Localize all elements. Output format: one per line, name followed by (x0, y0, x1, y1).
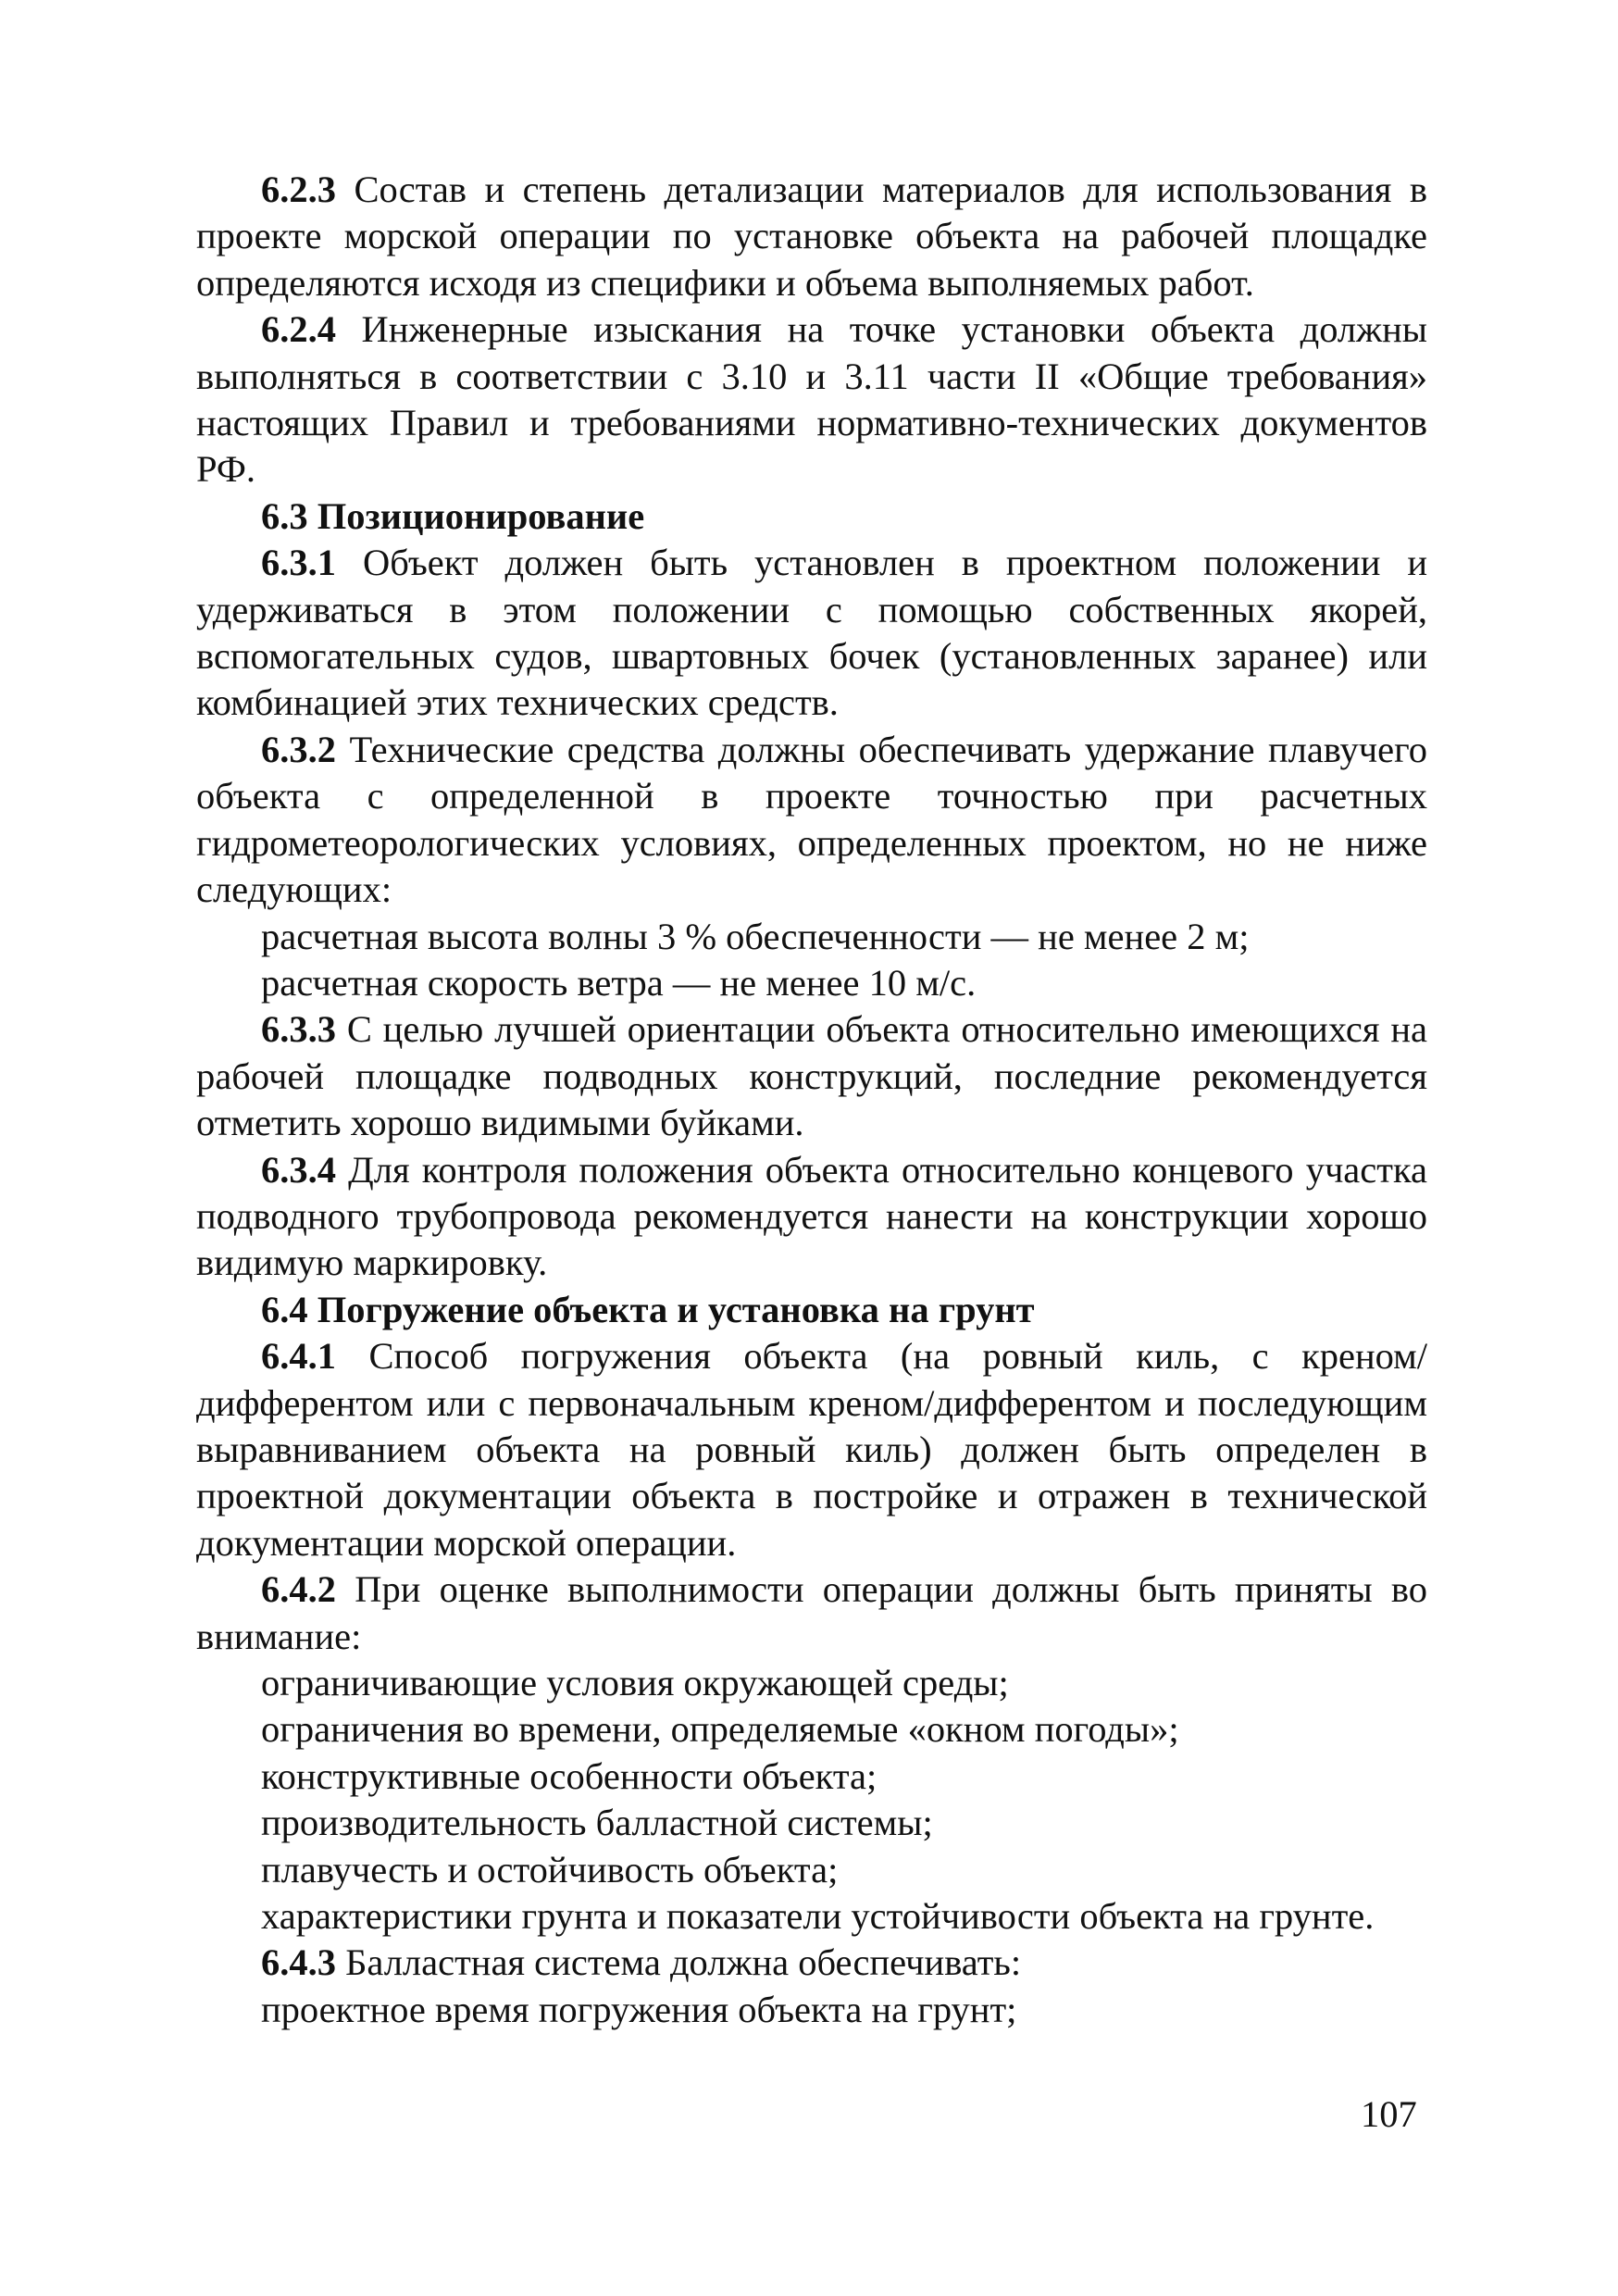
paragraph-6-4-1 (196, 1333, 1427, 1566)
paragraph-text: С целью лучшей ориентации объекта относительно имеющихся на рабочей площадке подводных конструкций, последние рекомендуется отметить хорошо видимыми буйками. (196, 1008, 1427, 1144)
list-item: характеристики грунта и показатели устойчивости объекта на грунте. (261, 1895, 1375, 1938)
paragraph-6-3-1 (196, 540, 1427, 727)
paragraph-6-4-3 (196, 1940, 1427, 1986)
paragraph-text: Объект должен быть установлен в проектном положении и удерживаться в этом положении с помощью собственных якорей, вспомогательных судов, швартовных бочек (установленных заранее) или комбинацией этих технических средств. (196, 542, 1428, 724)
paragraph-text: Способ погружения объекта (на ровный киль, с креном/дифферентом или с первоначальным креном/дифферентом и последующим выравниванием объекта на ровный киль) должен быть определен в проектной документации объекта в постройке и отражен в технической документации морской операции. (196, 1335, 1428, 1564)
section-heading-6-4: 6.4 Погружение объекта и установка на грунт (261, 1288, 1035, 1330)
clause-number: 6.3.2 (261, 728, 336, 770)
list-item: производительность балластной системы; (261, 1802, 933, 1844)
clause-number: 6.4.1 (261, 1335, 336, 1378)
section-heading-6-3: 6.3 Позиционирование (261, 494, 645, 537)
list-item: проектное время погружения объекта на грунт; (261, 1988, 1017, 2030)
clause-number: 6.4.3 (261, 1941, 336, 1984)
clause-number: 6.2.3 (261, 168, 336, 210)
list-item: конструктивные особенности объекта; (261, 1754, 877, 1797)
paragraph-6-4-2 (196, 1566, 1427, 1660)
clause-number: 6.3.3 (261, 1008, 336, 1051)
paragraph-text: Состав и степень детализации материалов для использования в проекте морской операции по установке объекта на рабочей площадке определяются исходя из специфики и объема выполняемых работ. (196, 168, 1428, 304)
document-page (196, 167, 1427, 2033)
page-number: 107 (1361, 2093, 1417, 2135)
clause-number: 6.4.2 (261, 1568, 336, 1611)
clause-number: 6.3.1 (261, 542, 336, 584)
paragraph-text: Инженерные изыскания на точке установки объекта должны выполняться в соответствии с 3.10 и 3.11 части II «Общие требования» настоящих Правил и требованиями нормативно-технических документов РФ. (196, 308, 1427, 491)
list-item: расчетная скорость ветра — не менее 10 м/с. (261, 961, 977, 1004)
list-item: расчетная высота волны 3 % обеспеченности — не менее 2 м; (261, 915, 1250, 957)
paragraph-6-2-3 (196, 167, 1427, 306)
paragraph-text: Для контроля положения объекта относительно концевого участка подводного трубопровода рекомендуется нанести на конструкции хорошо видимую маркировку. (196, 1148, 1427, 1284)
paragraph-6-3-2 (196, 727, 1427, 914)
paragraph-text: При оценке выполнимости операции должны быть приняты во внимание: (196, 1568, 1427, 1657)
paragraph-6-2-4 (196, 306, 1427, 493)
paragraph-text: Технические средства должны обеспечивать удержание плавучего объекта с определенной в проекте точностью при расчетных гидрометеорологических условиях, определенных проектом, но не ниже следующих: (196, 728, 1427, 911)
paragraph-text: Балластная система должна обеспечивать: (345, 1941, 1022, 1984)
list-item: ограничения во времени, определяемые «окном погоды»; (261, 1708, 1179, 1751)
list-item: ограничивающие условия окружающей среды; (261, 1662, 1009, 1703)
clause-number: 6.3.4 (261, 1148, 336, 1191)
paragraph-6-3-3 (196, 1006, 1427, 1146)
paragraph-6-3-4 (196, 1147, 1427, 1287)
list-item: плавучесть и остойчивость объекта; (261, 1848, 839, 1890)
clause-number: 6.2.4 (261, 308, 336, 351)
